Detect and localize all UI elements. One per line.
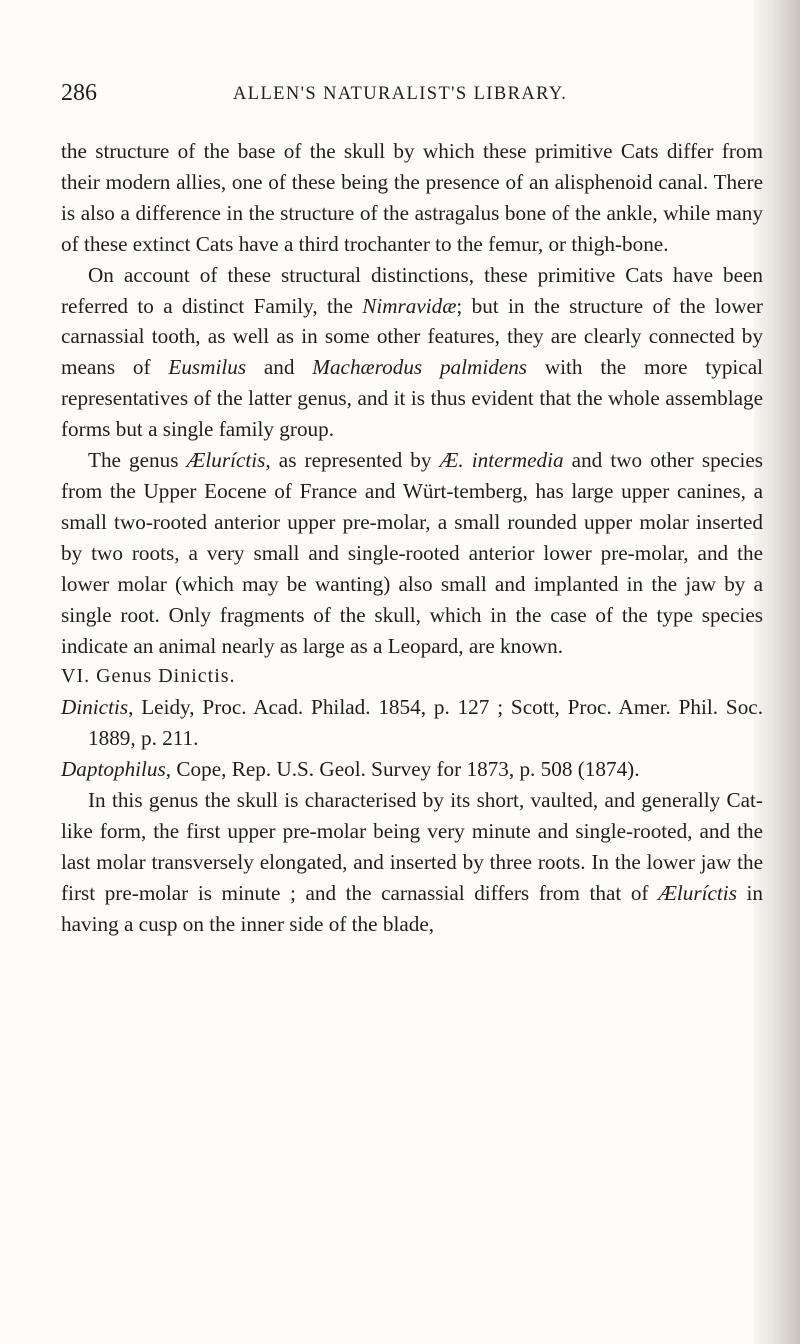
paragraph-4-text-b: in having a cusp on the inner side of the blade, [61,880,764,936]
running-head: ALLEN'S NATURALIST'S LIBRARY. [233,84,568,104]
family-name: Nimravidæ [362,293,457,318]
genus-eusmilus: Eusmilus [168,355,247,380]
reference-2-name: Daptophilus [61,757,166,782]
paragraph-2-text-d: with the more typical representatives of the latter genus, and it is thus evident that the whole assemblage forms but a single family group. [61,355,764,442]
reference-1 [61,692,763,754]
paragraph-1-text: the structure of the base of the skull by which these primitive Cats differ from their modern allies, one of these being the presence of an alisphenoid canal. There is also a difference in the structure of the astragalus bone of the ankle, while many of these extinct Cats have a third trochanter to the femur, or thigh-bone. [61,139,763,256]
paragraph-3 [61,445,763,661]
paragraph-2-text-c: and [246,355,313,380]
paragraph-4-text-a: In this genus the skull is characterised by its short, vaulted, and generally Cat-like form, the first upper pre-molar being very minute and single-rooted, and the last molar transversely elongated, and inserted by three roots. In the lower jaw the first pre-molar is minute ; and the carnassial differs from that of [61,788,763,905]
section-title: VI. Genus Dinictis. [61,665,236,688]
paragraph-4 [61,785,763,940]
reference-2 [61,754,763,785]
genus-aeluríctis: Æluríctis [186,448,266,473]
genus-aeluríctis-2: Æluríctis [658,880,737,905]
paragraph-3-text-c: and two other species from the Upper Eocene of France and Würt-temberg, has large upper canines, a small two-rooted anterior upper pre-molar, a small rounded upper molar inserted by two roots, a very small and single-rooted anterior lower pre-molar, and the lower molar (which may be wanting) also small and implanted in the jaw by a single root. Only fragments of the skull, which in the case of the type species indicate an animal nearly as large as a Leopard, are known. [61,448,764,658]
species-intermedia: Æ. intermedia [439,448,564,473]
species-machaerodus: Machærodus palmidens [312,355,528,380]
paragraph-2 [61,260,763,445]
reference-2-text: , Cope, Rep. U.S. Geol. Survey for 1873, p. 508 (1874). [165,757,640,782]
page-number: 286 [61,80,97,106]
page-body [61,136,763,940]
paragraph-2-text-b: ; but in the structure of the lower carnassial tooth, as well as in some other features, they are clearly connected by means of [61,293,763,380]
paragraph-3-text-a: The genus [88,448,187,473]
page-header [61,78,761,108]
reference-1-text: , Leidy, Proc. Acad. Philad. 1854, p. 127 ; Scott, Proc. Amer. Phil. Soc. 1889, p. 211. [88,695,763,751]
reference-1-name: Dinictis [61,695,129,720]
paragraph-2-text-a: On account of these structural distinctions, these primitive Cats have been referred to a distinct Family, the [61,262,763,318]
paragraph-3-text-b: , as represented by [265,448,440,473]
paragraph-1 [61,136,763,260]
